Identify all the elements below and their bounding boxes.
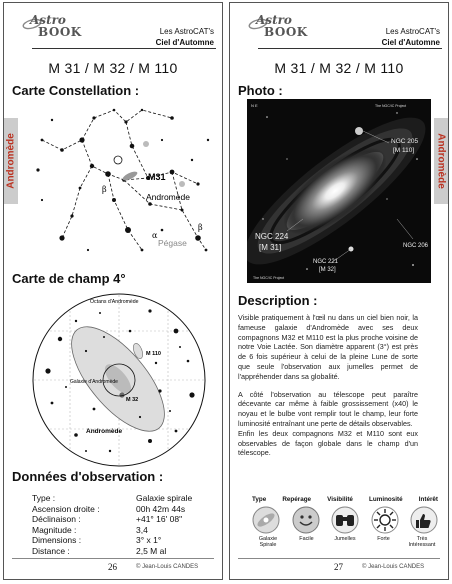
copyright: © Jean-Louis CANDES <box>136 564 199 570</box>
photo-orientation: N E <box>251 103 258 108</box>
description-paragraph: Visible pratiquement à l'œil nu dans un ciel bien noir, la fameuse galaxie d'Andromède avec ses deux compagnons M32 et M110 est la plus proche voisine de notre Voie Lactée. Son diamètre apparent (3°) est près de 6 fois supérieur à celui de la pleine Lune de sorte que seule l'observation aux jumelles permet de l'appréhender dans sa globalité. <box>238 313 418 381</box>
obs-label: Déclinaison : <box>32 514 81 524</box>
photo-label-ngc221: NGC 221 <box>313 259 339 265</box>
page-number: 26 <box>108 562 117 572</box>
observation-table <box>32 493 223 556</box>
footer-rule <box>12 558 214 559</box>
footer-rule <box>238 558 440 559</box>
binoculars-icon <box>331 506 359 534</box>
legend-header-visibilite: Visibilité <box>327 496 353 503</box>
logo-text-book: BOOK <box>264 25 308 39</box>
header-rule <box>32 48 216 49</box>
thumbs-up-icon <box>410 506 438 534</box>
photo-label-ngc224: NGC 224 <box>255 232 289 241</box>
obs-label: Type : <box>32 493 56 503</box>
obs-label: Distance : <box>32 545 70 556</box>
constellation-stars <box>36 109 209 252</box>
section-field-title: Carte de champ 4° <box>12 271 126 286</box>
obs-row-type <box>32 493 223 504</box>
legend-captions <box>252 536 438 548</box>
smiley-icon <box>292 506 320 534</box>
legend-icons <box>252 506 438 534</box>
logo-text-book: BOOK <box>38 25 82 39</box>
page-number: 27 <box>334 562 343 572</box>
copyright: © Jean-Louis CANDES <box>362 564 425 570</box>
photo-credit-top: The NGC/IC Project <box>375 104 407 108</box>
obs-row-distance <box>32 546 223 557</box>
obs-label: Ascension droite : <box>32 503 100 514</box>
header-rule <box>258 48 442 49</box>
label-andromede: Andromède <box>146 192 190 202</box>
galaxy-icon <box>252 506 280 534</box>
obs-row-dec <box>32 514 223 525</box>
photo-label-m32: [M 32] <box>319 267 336 273</box>
obs-value: Galaxie spirale <box>136 493 193 503</box>
label-pegase: Pégase <box>158 238 187 248</box>
description-paragraph: Enfin les deux compagnons M32 et M110 sont eux observables de façon globale dans le champ d'un télescope. <box>238 428 418 458</box>
header-title: Ciel d'Automne <box>155 38 214 47</box>
side-tab-left <box>4 118 18 204</box>
label-beta-andromeda: β <box>102 185 107 194</box>
side-tab-right <box>434 118 448 204</box>
legend-caption-interet: Très Intéressant <box>408 536 436 548</box>
obs-value: 3° x 1° <box>136 535 162 545</box>
logo-text-astro: Astro <box>256 13 292 27</box>
legend-caption-luminosite: Forte <box>377 536 390 542</box>
description-text <box>238 313 418 458</box>
photo-label-m110: [M 110] <box>393 147 415 154</box>
field-label-m32: M 32 <box>126 397 139 403</box>
obs-row-dimensions <box>32 535 223 546</box>
side-tab-label: Andromède <box>435 133 447 189</box>
right-page <box>229 2 449 580</box>
photo-credit-bottom: The NGC/IC Project <box>253 276 285 280</box>
obs-value: 3,4 <box>136 524 148 535</box>
m110-blob <box>355 127 363 135</box>
header-subtitle: Les AstroCAT's <box>385 27 440 36</box>
astrobook-logo <box>22 13 82 41</box>
legend-caption-type: Galaxie Spirale <box>258 536 278 548</box>
constellation-map <box>22 100 218 258</box>
obs-value: 00h 42m 44s <box>136 503 186 514</box>
obs-value: +41° 16' 08" <box>136 514 183 524</box>
description-paragraph: A côté l'observation au télescope peut paraître décevante car même à faible grossissement (x40) le noyau et le bulbe vont remplir tout le champ, leur forte luminosité entraînant une perte de détails observables. <box>238 389 418 428</box>
object-title: M 31 / M 32 / M 110 <box>274 60 404 76</box>
galaxy-photo <box>247 99 431 283</box>
legend-header-interet: Intérêt <box>418 496 438 503</box>
field-label-m31: Galaxie d'Andromède <box>70 379 118 385</box>
obs-row-ra <box>32 504 223 515</box>
label-alpha-andromeda: α <box>152 231 158 240</box>
astrobook-logo <box>248 13 308 41</box>
logo-text-astro: Astro <box>30 13 66 27</box>
legend-headers <box>252 496 438 503</box>
header-subtitle: Les AstroCAT's <box>159 27 214 36</box>
sun-icon <box>371 506 399 534</box>
field-chart <box>30 291 208 469</box>
obs-value: 2,5 M al <box>136 545 167 556</box>
legend-header-reperage: Repérage <box>282 496 312 503</box>
field-label-m110: M 110 <box>146 351 161 357</box>
legend-caption-visibilite: Jumelles <box>334 536 356 542</box>
photo-label-m31: [M 31] <box>259 243 282 252</box>
legend-header-luminosite: Luminosité <box>369 496 403 503</box>
photo-label-ngc205: NGC 205 <box>391 138 419 145</box>
obs-label: Magnitude : <box>32 524 77 535</box>
section-photo-title: Photo : <box>238 83 283 98</box>
section-constellation-title: Carte Constellation : <box>12 83 140 98</box>
header-title: Ciel d'Automne <box>381 38 440 47</box>
rating-legend <box>252 496 438 548</box>
section-description-title: Description : <box>238 293 318 308</box>
legend-caption-reperage: Facile <box>299 536 314 542</box>
left-page <box>3 2 223 580</box>
side-tab-label: Andromède <box>5 133 17 189</box>
label-beta-pegasus: β <box>198 223 203 232</box>
photo-label-ngc206: NGC 206 <box>403 243 429 249</box>
field-label-andromede: Andromède <box>86 428 123 435</box>
field-label-top: Octans d'Andromède <box>90 299 139 305</box>
obs-label: Dimensions : <box>32 535 82 545</box>
object-title: M 31 / M 32 / M 110 <box>48 60 178 76</box>
section-observation-title: Données d'observation : <box>12 469 164 484</box>
legend-header-type: Type <box>252 496 267 503</box>
obs-row-magnitude <box>32 525 223 536</box>
label-m31: M31 <box>148 172 166 182</box>
